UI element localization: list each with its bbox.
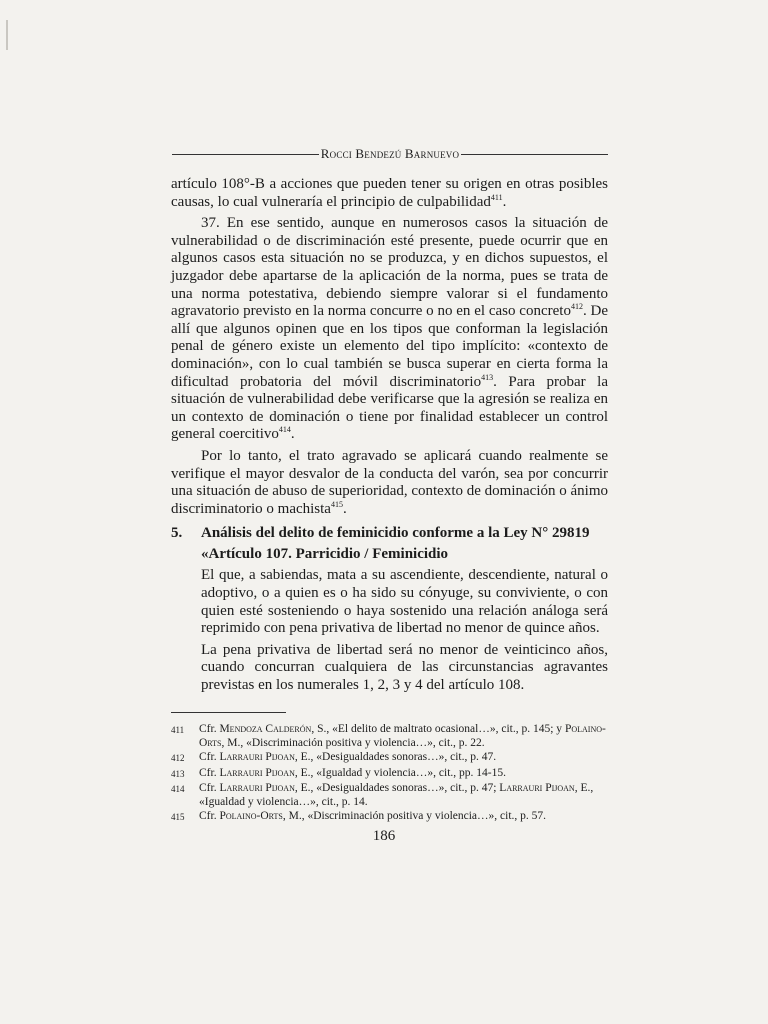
fn-author: Larrauri Pijoan — [219, 781, 295, 794]
fn-citation-2: , E., «Igualdad y violencia…», cit., p. 14. — [199, 781, 594, 809]
body-text — [171, 176, 608, 699]
fn-pre: Cfr. — [199, 810, 220, 823]
footnote-ref-415[interactable]: 415 — [330, 499, 343, 509]
footnote-ref-414[interactable]: 414 — [278, 425, 291, 435]
fn-pre: Cfr. — [199, 766, 220, 779]
paragraph-37 — [171, 215, 608, 444]
paragraph-1-end: . — [502, 193, 507, 210]
footnote-ref-411[interactable]: 411 — [490, 192, 503, 202]
footnote-number: 414 — [171, 783, 185, 794]
fn-citation: , E., «Desigualdades sonoras…», cit., p. 47; — [294, 781, 500, 794]
fn-pre: Cfr. — [199, 751, 220, 764]
paragraph-1 — [171, 176, 608, 211]
fn-author: Larrauri Pijoan — [219, 751, 295, 764]
fn-pre: Cfr. — [199, 781, 220, 794]
footnote-text — [199, 781, 611, 809]
footnote — [171, 750, 611, 765]
page-number: 186 — [372, 828, 396, 844]
footnote-ref-413[interactable]: 413 — [481, 372, 494, 382]
fn-citation-2: , M., «Discriminación positiva y violencia…», cit., p. 22. — [221, 737, 485, 750]
footnote — [171, 722, 611, 750]
section-heading — [171, 525, 608, 543]
law-quote — [201, 546, 608, 695]
quote-paragraph-2: La pena privativa de libertad será no menor de veinticinco años, cuando concurran cualquiera de las circunstancias agravantes previstas en los numerales 1, 2, 3 y 4 del artículo 108. — [201, 641, 608, 694]
paragraph-3-end: . — [342, 500, 347, 517]
paragraph-37-part-b: . De allí que algunos opinen que en los tipos que conforman la legislación penal de género existe un elemento del tipo implícito: «contexto de dominación», con lo cual también se busca superar en cierta forma la dificultad probatoria del móvil discriminatorio — [171, 303, 608, 390]
fn-pre: Cfr. — [199, 723, 220, 735]
fn-citation: , M., «Discriminación positiva y violencia…», cit., p. 57. — [282, 810, 547, 823]
quote-paragraph-1: El que, a sabiendas, mata a su ascendiente, descendiente, natural o adoptivo, o a quien es o ha sido su cónyuge, su conviviente, o con quien esté sosteniendo o haya sostenido una relación análoga será reprimido con pena privativa de libertad no menor de quince años. — [201, 567, 608, 637]
footnote — [171, 766, 611, 781]
running-head-rule-left — [172, 154, 319, 155]
fn-author-2: Larrauri Pijoan — [499, 781, 575, 794]
footnote-number: 412 — [171, 753, 185, 764]
scan-edge-mark — [6, 20, 8, 50]
footnote-separator — [171, 712, 286, 713]
footnote-text — [199, 809, 611, 824]
footnote-text — [199, 722, 611, 750]
fn-citation: , E., «Igualdad y violencia…», cit., pp. 14-15. — [294, 766, 506, 779]
footnote — [171, 809, 611, 824]
fn-author: Polaino-Orts — [219, 810, 283, 823]
paragraph-3-text: Por lo tanto, el trato agravado se aplicará cuando realmente se verifique el mayor desvalor de la conducta del varón, sea por concurrir una situación de abuso de superioridad, contexto de dominación o ánimo discriminatorio o machista — [171, 447, 608, 517]
section-number: 5. — [171, 525, 183, 542]
fn-citation: , E., «Desigualdades sonoras…», cit., p. 47. — [294, 751, 497, 764]
footnote-number: 411 — [171, 725, 185, 735]
footnote-number: 413 — [171, 768, 185, 779]
footnote-text — [199, 766, 611, 781]
paragraph-1-text: artículo 108°-B a acciones que pueden tener su origen en otras posibles causas, lo cual vulneraría el principio de culpabilidad — [171, 176, 608, 210]
section-title: Análisis del delito de feminicidio conforme a la Ley N° 29819 — [201, 525, 590, 542]
fn-author: Mendoza Calderón — [219, 723, 312, 735]
footnote-ref-412[interactable]: 412 — [570, 302, 583, 312]
fn-author-2: Polaino-Orts — [199, 723, 606, 750]
footnotes — [171, 722, 611, 824]
running-head-author: Rocci Bendezú Barnuevo — [320, 146, 460, 161]
quote-title: «Artículo 107. Parricidio / Feminicidio — [201, 545, 449, 562]
paragraph-37-end: . — [290, 426, 295, 443]
footnote-text — [199, 750, 611, 765]
running-head-rule-right — [461, 154, 608, 155]
fn-citation: , S., «El delito de maltrato ocasional…», cit., p. 145; y — [311, 723, 565, 735]
paragraph-37-part-a: 37. En ese sentido, aunque en numerosos casos la situación de vulnerabilidad o de discriminación esté presente, puede ocurrir que en algunos casos esta situación no se produzca, y en dichos supuestos, el juzgador debe apartarse de la aplicación de la norma, pues se trata de una norma potestativa, debiendo siempre valorar si el fundamento agravatorio previsto en la norma concurre o no en el caso concreto — [171, 215, 608, 320]
footnote-number: 415 — [171, 812, 185, 823]
footnote — [171, 781, 611, 809]
paragraph-3 — [171, 448, 608, 518]
paragraph-37-part-c: . Para probar la situación de vulnerabilidad debe verificarse que la agresión se realiza en un contexto de dominación o tiene por finalidad establecer un control general coercitivo — [171, 373, 608, 443]
running-head — [172, 145, 608, 163]
fn-author: Larrauri Pijoan — [219, 766, 295, 779]
